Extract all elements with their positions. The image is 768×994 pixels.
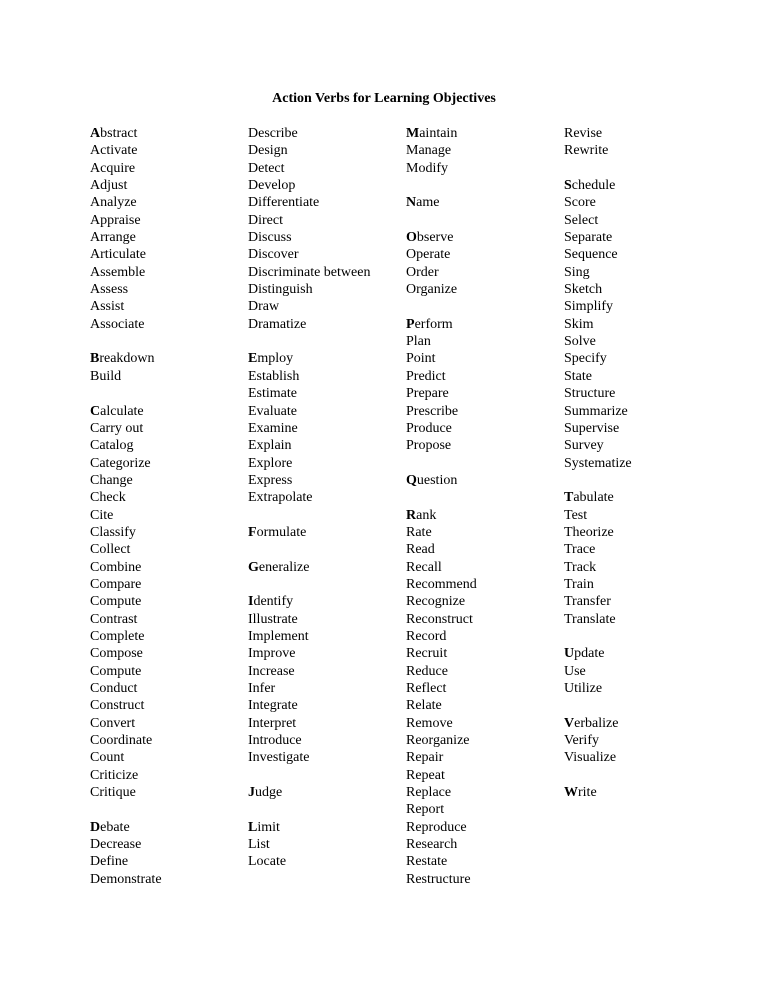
- page-title: Action Verbs for Learning Objectives: [272, 91, 496, 106]
- verb-item: Reflect: [406, 681, 447, 696]
- verb-item: Contrast: [90, 611, 138, 627]
- verb-item: [406, 125, 477, 142]
- verb-initial-letter: V: [564, 715, 575, 731]
- verb-item: [564, 489, 632, 506]
- verb-item: [564, 177, 632, 194]
- verb-item: Prepare: [406, 386, 449, 402]
- verb-column-1: [90, 125, 162, 888]
- verb-rest: eneralize: [258, 559, 310, 575]
- verb-initial-letter: O: [406, 230, 417, 246]
- verb-item: Direct: [248, 212, 283, 228]
- verb-item: Survey: [564, 438, 604, 454]
- verb-item: Test: [564, 507, 588, 523]
- verb-item: Report: [406, 802, 445, 818]
- verb-rest: dentify: [253, 594, 294, 610]
- verb-item: Read: [406, 542, 435, 558]
- verb-item: [406, 229, 477, 246]
- verb-item: Theorize: [564, 524, 614, 540]
- verb-item: Decrease: [90, 837, 142, 853]
- verb-item: Supervise: [564, 420, 620, 436]
- verb-item: List: [248, 837, 270, 853]
- verb-item: Plan: [406, 334, 431, 350]
- verb-item: Acquire: [90, 160, 136, 176]
- verb-item: Train: [564, 576, 594, 592]
- verb-item: Discriminate between: [248, 264, 371, 280]
- verb-rest: ame: [416, 195, 440, 211]
- verb-item: [564, 715, 632, 732]
- verb-item: [90, 403, 162, 420]
- verb-item: Recommend: [406, 576, 477, 592]
- verb-rest: pdate: [574, 646, 605, 662]
- group-spacer: [406, 298, 477, 315]
- verb-column-2: [248, 125, 370, 871]
- verb-item: Systematize: [564, 455, 632, 471]
- verb-item: Trace: [564, 542, 596, 558]
- verb-item: Utilize: [564, 681, 603, 696]
- verb-item: Produce: [406, 420, 452, 436]
- verb-item: Articulate: [90, 247, 146, 263]
- verb-item: [406, 507, 477, 524]
- verb-rest: abulate: [573, 490, 614, 506]
- verb-item: Catalog: [90, 438, 134, 454]
- group-spacer: [90, 333, 162, 350]
- verb-initial-letter: D: [90, 819, 101, 835]
- verb-item: [564, 645, 632, 662]
- verb-item: Prescribe: [406, 403, 459, 419]
- verb-initial-letter: M: [406, 126, 420, 141]
- verb-rest: imit: [257, 819, 280, 835]
- verb-item: Order: [406, 264, 439, 280]
- verb-item: Verify: [564, 733, 599, 749]
- group-spacer: [248, 507, 370, 524]
- verb-item: Establish: [248, 368, 300, 384]
- verb-item: Interpret: [248, 715, 297, 731]
- group-spacer: [406, 212, 477, 229]
- verb-item: Rate: [406, 524, 432, 540]
- verb-item: Detect: [248, 160, 285, 176]
- verb-item: Associate: [90, 316, 145, 332]
- verb-item: Criticize: [90, 767, 139, 783]
- verb-item: Carry out: [90, 420, 144, 436]
- verb-item: Select: [564, 212, 599, 228]
- verb-initial-letter: T: [564, 490, 574, 506]
- verb-item: Extrapolate: [248, 490, 313, 506]
- verb-item: Construct: [90, 698, 145, 714]
- verb-initial-letter: E: [248, 351, 258, 367]
- verb-item: Specify: [564, 351, 607, 367]
- verb-initial-letter: R: [406, 507, 417, 523]
- verb-item: Categorize: [90, 455, 151, 471]
- verb-item: Compare: [90, 576, 142, 592]
- verb-item: [564, 784, 632, 801]
- verb-initial-letter: S: [564, 178, 572, 194]
- verb-initial-letter: I: [248, 594, 254, 610]
- verb-initial-letter: J: [248, 785, 255, 801]
- verb-initial-letter: B: [90, 351, 100, 367]
- verb-item: Operate: [406, 247, 451, 263]
- group-spacer: [248, 333, 370, 350]
- group-spacer: [248, 541, 370, 558]
- verb-item: Distinguish: [248, 282, 313, 298]
- verb-rest: chedule: [571, 178, 616, 194]
- verb-rest: ormulate: [256, 524, 307, 540]
- verb-initial-letter: G: [248, 559, 259, 575]
- verb-item: Propose: [406, 438, 452, 454]
- verb-initial-letter: F: [248, 524, 257, 540]
- verb-item: Design: [248, 143, 288, 159]
- verb-item: Coordinate: [90, 733, 153, 749]
- verb-item: Explore: [248, 455, 293, 471]
- verb-item: Restructure: [406, 871, 471, 887]
- verb-item: Evaluate: [248, 403, 297, 419]
- verb-item: Use: [564, 663, 586, 679]
- verb-item: [406, 472, 477, 489]
- verb-item: Recognize: [406, 594, 466, 610]
- group-spacer: [564, 472, 632, 489]
- verb-item: Illustrate: [248, 611, 298, 627]
- group-spacer: [248, 767, 370, 784]
- verb-rest: uestion: [416, 472, 458, 488]
- verb-item: Describe: [248, 126, 298, 141]
- verb-rest: erbalize: [574, 715, 619, 731]
- verb-item: Assist: [90, 299, 125, 315]
- verb-item: Summarize: [564, 403, 628, 419]
- verb-item: Express: [248, 472, 293, 488]
- verb-item: Demonstrate: [90, 871, 162, 887]
- verb-item: Examine: [248, 420, 298, 436]
- verb-item: Recall: [406, 559, 442, 575]
- verb-item: Sketch: [564, 282, 603, 298]
- verb-rest: aintain: [419, 126, 458, 141]
- verb-item: Assemble: [90, 264, 146, 280]
- verb-item: Sing: [564, 264, 590, 280]
- verb-item: Collect: [90, 542, 131, 558]
- verb-item: Introduce: [248, 733, 302, 749]
- verb-item: Repeat: [406, 767, 445, 783]
- group-spacer: [406, 177, 477, 194]
- verb-item: Arrange: [90, 230, 136, 246]
- group-spacer: [406, 455, 477, 472]
- verb-item: Reorganize: [406, 733, 470, 749]
- verb-item: Complete: [90, 628, 145, 644]
- verb-item: Classify: [90, 524, 136, 540]
- verb-initial-letter: L: [248, 819, 258, 835]
- verb-item: Compose: [90, 646, 143, 662]
- verb-item: [248, 819, 370, 836]
- verb-item: Assess: [90, 282, 129, 298]
- verb-initial-letter: N: [406, 195, 417, 211]
- verb-column-4: [564, 125, 632, 801]
- verb-item: Develop: [248, 178, 296, 194]
- verb-item: Translate: [564, 611, 616, 627]
- verb-item: Critique: [90, 785, 136, 801]
- group-spacer: [248, 801, 370, 818]
- verb-initial-letter: C: [90, 403, 101, 419]
- verb-item: Discuss: [248, 230, 292, 246]
- verb-item: Separate: [564, 230, 613, 246]
- verb-item: Count: [90, 750, 125, 766]
- verb-item: Restate: [406, 854, 448, 870]
- verb-item: State: [564, 368, 592, 384]
- verb-item: Sequence: [564, 247, 618, 263]
- verb-item: Repair: [406, 750, 444, 766]
- verb-item: [248, 784, 370, 801]
- verb-item: Draw: [248, 299, 280, 315]
- verb-item: Score: [564, 195, 596, 211]
- verb-item: Cite: [90, 507, 114, 523]
- verb-item: Predict: [406, 368, 446, 384]
- verb-item: Skim: [564, 316, 594, 332]
- verb-item: [90, 125, 162, 142]
- verb-rest: alculate: [100, 403, 144, 419]
- verb-initial-letter: Q: [406, 472, 417, 488]
- verb-item: Build: [90, 368, 122, 384]
- verb-item: Manage: [406, 143, 452, 159]
- verb-item: Recruit: [406, 646, 448, 662]
- verb-item: Conduct: [90, 681, 138, 696]
- group-spacer: [564, 628, 632, 645]
- verb-initial-letter: W: [564, 785, 578, 801]
- verb-column-3: [406, 125, 477, 888]
- verb-item: Increase: [248, 663, 295, 679]
- verb-item: Activate: [90, 143, 138, 159]
- verb-item: Combine: [90, 559, 142, 575]
- verb-item: Discover: [248, 247, 299, 263]
- verb-item: Transfer: [564, 594, 611, 610]
- verb-item: [90, 819, 162, 836]
- verb-item: Convert: [90, 715, 136, 731]
- verb-item: Reduce: [406, 663, 448, 679]
- verb-item: Replace: [406, 785, 452, 801]
- verb-item: Point: [406, 351, 436, 367]
- verb-item: Compute: [90, 663, 142, 679]
- verb-item: Infer: [248, 681, 276, 696]
- verb-rest: mploy: [257, 351, 294, 367]
- verb-item: Implement: [248, 628, 309, 644]
- group-spacer: [90, 801, 162, 818]
- verb-item: [90, 350, 162, 367]
- verb-rest: bstract: [100, 126, 138, 141]
- verb-item: Appraise: [90, 212, 141, 228]
- verb-item: Define: [90, 854, 129, 870]
- verb-item: Solve: [564, 334, 596, 350]
- group-spacer: [564, 767, 632, 784]
- group-spacer: [406, 489, 477, 506]
- verb-item: [248, 559, 370, 576]
- verb-rest: reakdown: [99, 351, 155, 367]
- verb-initial-letter: P: [406, 316, 415, 332]
- verb-item: Simplify: [564, 299, 614, 315]
- group-spacer: [564, 697, 632, 714]
- verb-rest: erform: [414, 316, 453, 332]
- verb-item: Reconstruct: [406, 611, 473, 627]
- verb-item: Modify: [406, 160, 448, 176]
- verb-item: Change: [90, 472, 133, 488]
- verb-item: Organize: [406, 282, 458, 298]
- verb-item: Relate: [406, 698, 442, 714]
- verb-item: Compute: [90, 594, 142, 610]
- group-spacer: [248, 576, 370, 593]
- verb-item: Explain: [248, 438, 292, 454]
- verb-rest: ank: [416, 507, 437, 523]
- verb-item: Locate: [248, 854, 287, 870]
- verb-item: Integrate: [248, 698, 298, 714]
- verb-item: Estimate: [248, 386, 297, 402]
- verb-item: [248, 593, 370, 610]
- group-spacer: [564, 160, 632, 177]
- verb-item: Track: [564, 559, 597, 575]
- verb-item: Reproduce: [406, 819, 467, 835]
- verb-item: [406, 194, 477, 211]
- verb-rest: ebate: [100, 819, 130, 835]
- verb-rest: rite: [578, 785, 597, 801]
- verb-item: [248, 350, 370, 367]
- verb-item: Research: [406, 837, 458, 853]
- verb-item: Record: [406, 628, 447, 644]
- verb-item: Differentiate: [248, 195, 320, 211]
- verb-item: Analyze: [90, 195, 137, 211]
- verb-item: [406, 316, 477, 333]
- verb-item: Visualize: [564, 750, 617, 766]
- verb-item: Rewrite: [564, 143, 609, 159]
- verb-item: Investigate: [248, 750, 310, 766]
- verb-rest: udge: [255, 785, 283, 801]
- verb-item: Revise: [564, 126, 603, 141]
- verb-item: Adjust: [90, 178, 128, 194]
- verb-item: Remove: [406, 715, 453, 731]
- group-spacer: [90, 385, 162, 402]
- verb-item: Improve: [248, 646, 296, 662]
- verb-initial-letter: U: [564, 646, 575, 662]
- verb-initial-letter: A: [90, 126, 101, 141]
- verb-item: Dramatize: [248, 316, 307, 332]
- verb-item: [248, 524, 370, 541]
- verb-item: Check: [90, 490, 126, 506]
- verb-item: Structure: [564, 386, 616, 402]
- verb-rest: bserve: [416, 230, 454, 246]
